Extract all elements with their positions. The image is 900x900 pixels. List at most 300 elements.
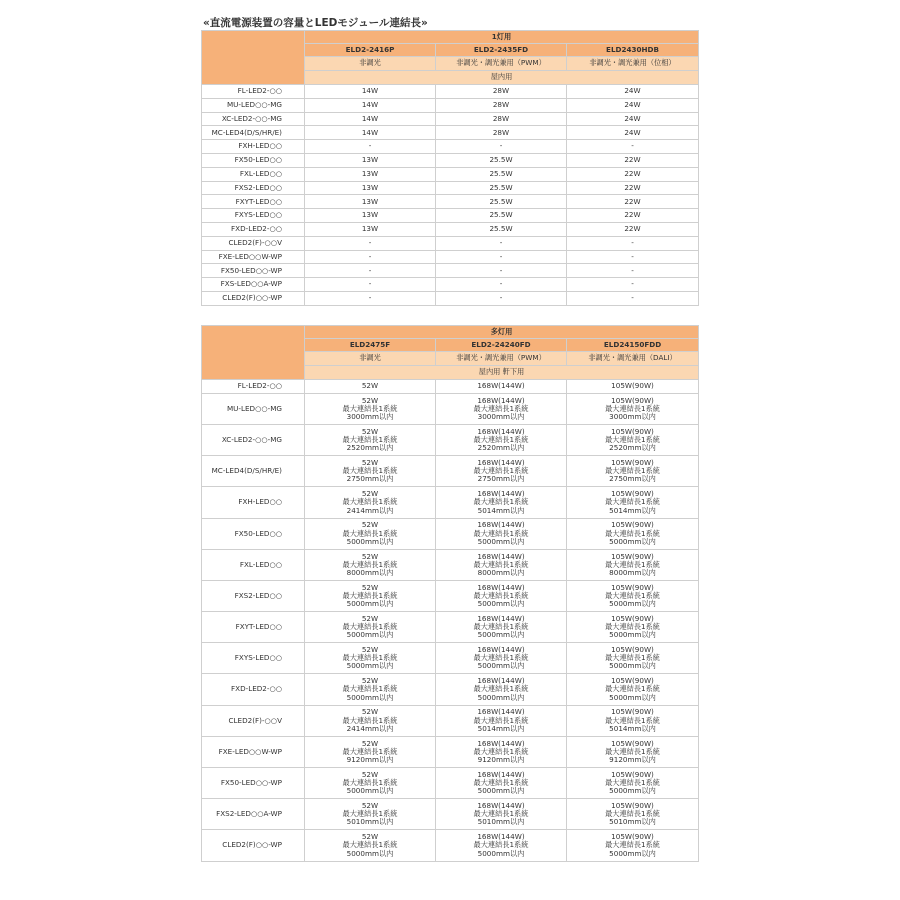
- cell-line: 2520mm以内: [609, 443, 656, 453]
- capacity-cell: [305, 643, 436, 674]
- product-name-cell: XC-LED2-○○-MG: [202, 424, 305, 455]
- cell-line: 最大連結長1系統: [605, 715, 660, 725]
- product-name-cell: FXD-LED2-○○: [202, 674, 305, 705]
- capacity-cell: [436, 380, 567, 394]
- model-header: ELD2-24240FD: [436, 339, 567, 352]
- capacity-cell: [567, 380, 699, 394]
- cell-line: 105W(90W): [611, 582, 654, 592]
- capacity-cell: [567, 799, 699, 830]
- cell-line: 105W(90W): [611, 769, 654, 779]
- wattage-cell: 14W: [305, 112, 436, 126]
- table-row: [202, 153, 699, 167]
- cell-line: 5000mm以内: [609, 630, 656, 640]
- cell-line: 168W(144W): [477, 613, 525, 623]
- product-name-cell: FXS2-LED○○A-WP: [202, 799, 305, 830]
- multi-lamp-table: [201, 325, 699, 862]
- table-row: [202, 112, 699, 126]
- table-row: [202, 643, 699, 674]
- cell-line: 52W: [361, 395, 379, 405]
- cell-line: 52W: [361, 520, 379, 530]
- product-name-cell: MC-LED4(D/S/HR/E): [202, 126, 305, 140]
- dimming-type-header: 非調光: [305, 352, 436, 366]
- product-name-cell: FXYS-LED○○: [202, 643, 305, 674]
- wattage-cell: -: [436, 291, 567, 305]
- capacity-cell: [305, 612, 436, 643]
- cell-line: 9120mm以内: [346, 755, 394, 765]
- wattage-cell: 14W: [305, 126, 436, 140]
- cell-line: 最大連結長1系統: [605, 840, 660, 850]
- table-row: [202, 705, 699, 736]
- cell-line: 105W(90W): [611, 738, 654, 748]
- table-row: [202, 250, 699, 264]
- cell-line: 最大連結長1系統: [342, 684, 398, 694]
- multi-lamp-table-body: [202, 380, 699, 862]
- product-name-cell: FXH-LED○○: [202, 487, 305, 518]
- cell-line: 52W: [361, 457, 379, 467]
- capacity-cell: [567, 393, 699, 424]
- cell-line: 52W: [361, 707, 379, 717]
- capacity-cell: [436, 799, 567, 830]
- cell-line: 5000mm以内: [609, 661, 656, 671]
- capacity-cell: [436, 830, 567, 861]
- table-row: [202, 264, 699, 278]
- cell-line: 最大連結長1系統: [342, 403, 398, 413]
- cell-line: 168W(144W): [477, 520, 525, 530]
- capacity-cell: [436, 518, 567, 549]
- cell-line: 2520mm以内: [477, 443, 525, 453]
- table-row: [202, 222, 699, 236]
- cell-line: 最大連結長1系統: [342, 715, 398, 725]
- cell-line: 2750mm以内: [346, 474, 394, 484]
- wattage-cell: -: [567, 236, 699, 250]
- table-row: [202, 424, 699, 455]
- product-name-cell: CLED2(F)-○○V: [202, 236, 305, 250]
- cell-line: 3000mm以内: [609, 411, 656, 421]
- cell-line: 168W(144W): [477, 551, 525, 561]
- wattage-cell: 24W: [567, 85, 699, 99]
- capacity-cell: [305, 424, 436, 455]
- cell-line: 105W(90W): [611, 832, 654, 842]
- table-row: [202, 580, 699, 611]
- cell-line: 最大連結長1系統: [605, 746, 660, 756]
- page-title: «直流電源装置の容量とLEDモジュール連結長»: [203, 17, 428, 29]
- cell-line: 最大連結長1系統: [605, 684, 660, 694]
- table-row: [202, 167, 699, 181]
- capacity-cell: [305, 580, 436, 611]
- cell-line: 最大連結長1系統: [473, 622, 529, 632]
- wattage-cell: 22W: [567, 153, 699, 167]
- header-blank-cell: [202, 31, 305, 85]
- model-header: ELD2-2416P: [305, 44, 436, 57]
- table-row: [202, 830, 699, 861]
- cell-line: 168W(144W): [477, 426, 525, 436]
- wattage-cell: 13W: [305, 195, 436, 209]
- product-name-cell: MU-LED○○-MG: [202, 393, 305, 424]
- cell-line: 最大連結長1系統: [342, 466, 398, 476]
- table-row: [202, 181, 699, 195]
- wattage-cell: 24W: [567, 98, 699, 112]
- cell-line: 52W: [361, 738, 379, 748]
- table-row: [202, 487, 699, 518]
- product-name-cell: MU-LED○○-MG: [202, 98, 305, 112]
- wattage-cell: -: [305, 264, 436, 278]
- table-row: [202, 195, 699, 209]
- cell-line: 最大連結長1系統: [342, 778, 398, 788]
- wattage-cell: 25.5W: [436, 181, 567, 195]
- wattage-cell: -: [436, 140, 567, 154]
- product-name-cell: FL-LED2-○○: [202, 85, 305, 99]
- cell-line: 最大連結長1系統: [605, 466, 660, 476]
- cell-line: 最大連結長1系統: [473, 746, 529, 756]
- group-header: 1灯用: [305, 31, 699, 44]
- capacity-cell: [436, 612, 567, 643]
- table-row: [202, 126, 699, 140]
- cell-line: 最大連結長1系統: [342, 590, 398, 600]
- cell-line: 2750mm以内: [477, 474, 525, 484]
- product-name-cell: FX50-LED○○: [202, 153, 305, 167]
- cell-line: 5014mm以内: [609, 723, 656, 733]
- cell-line: 最大連結長1系統: [605, 497, 660, 507]
- cell-line: 5014mm以内: [477, 505, 525, 515]
- wattage-cell: -: [305, 250, 436, 264]
- cell-line: 105W(90W): [611, 676, 654, 686]
- cell-line: 最大連結長1系統: [473, 466, 529, 476]
- cell-line: 52W: [361, 613, 379, 623]
- wattage-cell: -: [436, 264, 567, 278]
- cell-line: 最大連結長1系統: [473, 840, 529, 850]
- cell-line: 168W(144W): [477, 457, 525, 467]
- cell-line: 2414mm以内: [346, 505, 394, 515]
- cell-line: 9120mm以内: [477, 755, 525, 765]
- cell-line: 105W(90W): [611, 489, 654, 499]
- table-row: [202, 768, 699, 799]
- capacity-cell: [436, 393, 567, 424]
- product-name-cell: CLED2(F)-○○V: [202, 705, 305, 736]
- table-row: [202, 518, 699, 549]
- capacity-cell: [567, 487, 699, 518]
- cell-line: 105W(90W): [611, 381, 654, 391]
- wattage-cell: 13W: [305, 209, 436, 223]
- wattage-cell: 28W: [436, 126, 567, 140]
- cell-line: 105W(90W): [611, 426, 654, 436]
- cell-line: 5000mm以内: [609, 536, 656, 546]
- product-name-cell: CLED2(F)○○-WP: [202, 291, 305, 305]
- cell-line: 168W(144W): [477, 645, 525, 655]
- cell-line: 8000mm以内: [609, 567, 656, 577]
- table-row: [202, 85, 699, 99]
- table-row: [202, 799, 699, 830]
- capacity-cell: [567, 424, 699, 455]
- product-name-cell: MC-LED4(D/S/HR/E): [202, 456, 305, 487]
- cell-line: 52W: [361, 769, 379, 779]
- cell-line: 5000mm以内: [477, 692, 525, 702]
- cell-line: 5000mm以内: [346, 599, 394, 609]
- cell-line: 最大連結長1系統: [342, 653, 398, 663]
- wattage-cell: 25.5W: [436, 222, 567, 236]
- cell-line: 最大連結長1系統: [342, 559, 398, 569]
- wattage-cell: 28W: [436, 85, 567, 99]
- wattage-cell: -: [305, 236, 436, 250]
- cell-line: 5000mm以内: [346, 630, 394, 640]
- wattage-cell: -: [436, 236, 567, 250]
- product-name-cell: FXE-LED○○W-WP: [202, 250, 305, 264]
- cell-line: 168W(144W): [477, 381, 525, 391]
- cell-line: 5000mm以内: [346, 786, 394, 796]
- table-row: [202, 393, 699, 424]
- cell-line: 5000mm以内: [609, 599, 656, 609]
- cell-line: 105W(90W): [611, 457, 654, 467]
- dimming-type-header: 非調光・調光兼用（DALI）: [567, 352, 699, 366]
- capacity-cell: [436, 674, 567, 705]
- wattage-cell: -: [567, 278, 699, 292]
- capacity-cell: [567, 736, 699, 767]
- cell-line: 52W: [361, 551, 379, 561]
- cell-line: 最大連結長1系統: [605, 528, 660, 538]
- cell-line: 8000mm以内: [477, 567, 525, 577]
- capacity-cell: [305, 768, 436, 799]
- cell-line: 最大連結長1系統: [473, 497, 529, 507]
- cell-line: 最大連結長1系統: [473, 653, 529, 663]
- capacity-cell: [305, 674, 436, 705]
- wattage-cell: 13W: [305, 167, 436, 181]
- table-row: [202, 140, 699, 154]
- cell-line: 2750mm以内: [609, 474, 656, 484]
- cell-line: 52W: [361, 582, 379, 592]
- capacity-cell: [436, 456, 567, 487]
- product-name-cell: FX50-LED○○: [202, 518, 305, 549]
- capacity-cell: [567, 549, 699, 580]
- capacity-cell: [305, 518, 436, 549]
- cell-line: 5000mm以内: [609, 786, 656, 796]
- cell-line: 最大連結長1系統: [342, 809, 398, 819]
- cell-line: 3000mm以内: [346, 411, 394, 421]
- capacity-cell: [305, 380, 436, 394]
- wattage-cell: 14W: [305, 98, 436, 112]
- cell-line: 105W(90W): [611, 707, 654, 717]
- wattage-cell: -: [436, 278, 567, 292]
- cell-line: 5000mm以内: [477, 630, 525, 640]
- cell-line: 5010mm以内: [346, 817, 394, 827]
- wattage-cell: 22W: [567, 167, 699, 181]
- wattage-cell: 13W: [305, 222, 436, 236]
- capacity-cell: [567, 612, 699, 643]
- cell-line: 最大連結長1系統: [473, 403, 529, 413]
- cell-line: 5000mm以内: [477, 661, 525, 671]
- cell-line: 168W(144W): [477, 395, 525, 405]
- cell-line: 最大連結長1系統: [473, 434, 529, 444]
- dimming-type-header: 非調光: [305, 57, 436, 71]
- product-name-cell: FL-LED2-○○: [202, 380, 305, 394]
- cell-line: 168W(144W): [477, 832, 525, 842]
- capacity-cell: [436, 768, 567, 799]
- cell-line: 最大連結長1系統: [605, 622, 660, 632]
- cell-line: 最大連結長1系統: [342, 497, 398, 507]
- header-blank-cell: [202, 326, 305, 380]
- model-header: ELD2430HDB: [567, 44, 699, 57]
- cell-line: 最大連結長1系統: [342, 528, 398, 538]
- cell-line: 5000mm以内: [346, 692, 394, 702]
- cell-line: 最大連結長1系統: [605, 559, 660, 569]
- dimming-type-header: 非調光・調光兼用（PWM）: [436, 57, 567, 71]
- table-row: [202, 736, 699, 767]
- capacity-cell: [305, 393, 436, 424]
- cell-line: 105W(90W): [611, 395, 654, 405]
- cell-line: 105W(90W): [611, 645, 654, 655]
- product-name-cell: FXYT-LED○○: [202, 195, 305, 209]
- cell-line: 168W(144W): [477, 707, 525, 717]
- table-row: [202, 209, 699, 223]
- cell-line: 最大連結長1系統: [473, 778, 529, 788]
- table-row: [202, 549, 699, 580]
- cell-line: 最大連結長1系統: [605, 778, 660, 788]
- capacity-cell: [567, 705, 699, 736]
- cell-line: 最大連結長1系統: [473, 528, 529, 538]
- product-name-cell: FXE-LED○○W-WP: [202, 736, 305, 767]
- cell-line: 最大連結長1系統: [473, 809, 529, 819]
- cell-line: 最大連結長1系統: [473, 590, 529, 600]
- cell-line: 105W(90W): [611, 551, 654, 561]
- wattage-cell: 28W: [436, 112, 567, 126]
- capacity-cell: [436, 736, 567, 767]
- wattage-cell: -: [567, 250, 699, 264]
- usage-header: 屋内用: [305, 71, 699, 85]
- cell-line: 105W(90W): [611, 801, 654, 811]
- capacity-cell: [567, 674, 699, 705]
- product-name-cell: FXL-LED○○: [202, 167, 305, 181]
- cell-line: 最大連結長1系統: [473, 559, 529, 569]
- cell-line: 最大連結長1系統: [605, 590, 660, 600]
- wattage-cell: -: [305, 140, 436, 154]
- product-name-cell: FX50-LED○○-WP: [202, 768, 305, 799]
- wattage-cell: 22W: [567, 195, 699, 209]
- product-name-cell: XC-LED2-○○-MG: [202, 112, 305, 126]
- product-name-cell: FXS2-LED○○: [202, 181, 305, 195]
- capacity-cell: [567, 643, 699, 674]
- table-row: [202, 236, 699, 250]
- table-row: [202, 612, 699, 643]
- cell-line: 最大連結長1系統: [605, 403, 660, 413]
- table-row: [202, 674, 699, 705]
- usage-header: 屋内用 軒下用: [305, 366, 699, 380]
- cell-line: 105W(90W): [611, 613, 654, 623]
- wattage-cell: 24W: [567, 112, 699, 126]
- cell-line: 5014mm以内: [609, 505, 656, 515]
- cell-line: 5000mm以内: [477, 599, 525, 609]
- wattage-cell: 25.5W: [436, 167, 567, 181]
- wattage-cell: -: [567, 140, 699, 154]
- cell-line: 最大連結長1系統: [342, 622, 398, 632]
- cell-line: 5010mm以内: [609, 817, 656, 827]
- capacity-cell: [305, 799, 436, 830]
- cell-line: 最大連結長1系統: [605, 653, 660, 663]
- cell-line: 52W: [361, 645, 379, 655]
- cell-line: 8000mm以内: [346, 567, 394, 577]
- cell-line: 105W(90W): [611, 520, 654, 530]
- cell-line: 3000mm以内: [477, 411, 525, 421]
- wattage-cell: 13W: [305, 181, 436, 195]
- cell-line: 52W: [361, 489, 379, 499]
- capacity-cell: [567, 580, 699, 611]
- cell-line: 2414mm以内: [346, 723, 394, 733]
- cell-line: 52W: [361, 381, 379, 391]
- cell-line: 最大連結長1系統: [342, 434, 398, 444]
- capacity-cell: [305, 487, 436, 518]
- product-name-cell: FXYT-LED○○: [202, 612, 305, 643]
- group-header: 多灯用: [305, 326, 699, 339]
- table-row: [202, 380, 699, 394]
- cell-line: 168W(144W): [477, 801, 525, 811]
- product-name-cell: FXD-LED2-○○: [202, 222, 305, 236]
- cell-line: 最大連結長1系統: [342, 746, 398, 756]
- cell-line: 最大連結長1系統: [605, 809, 660, 819]
- table-row: [202, 291, 699, 305]
- wattage-cell: 25.5W: [436, 209, 567, 223]
- product-name-cell: FX50-LED○○-WP: [202, 264, 305, 278]
- cell-line: 5000mm以内: [346, 661, 394, 671]
- cell-line: 168W(144W): [477, 489, 525, 499]
- capacity-cell: [436, 549, 567, 580]
- wattage-cell: 25.5W: [436, 195, 567, 209]
- wattage-cell: 13W: [305, 153, 436, 167]
- dimming-type-header: 非調光・調光兼用（位相）: [567, 57, 699, 71]
- cell-line: 52W: [361, 801, 379, 811]
- wattage-cell: 22W: [567, 181, 699, 195]
- product-name-cell: FXS-LED○○A-WP: [202, 278, 305, 292]
- wattage-cell: 22W: [567, 222, 699, 236]
- wattage-cell: -: [305, 278, 436, 292]
- wattage-cell: -: [305, 291, 436, 305]
- capacity-cell: [305, 705, 436, 736]
- cell-line: 9120mm以内: [609, 755, 656, 765]
- wattage-cell: 24W: [567, 126, 699, 140]
- dimming-type-header: 非調光・調光兼用（PWM）: [436, 352, 567, 366]
- product-name-cell: FXL-LED○○: [202, 549, 305, 580]
- wattage-cell: -: [436, 250, 567, 264]
- model-header: ELD2475F: [305, 339, 436, 352]
- cell-line: 5000mm以内: [609, 692, 656, 702]
- cell-line: 52W: [361, 426, 379, 436]
- capacity-cell: [436, 487, 567, 518]
- single-lamp-table-body: [202, 85, 699, 306]
- table-row: [202, 98, 699, 112]
- cell-line: 5014mm以内: [477, 723, 525, 733]
- cell-line: 5000mm以内: [477, 536, 525, 546]
- product-name-cell: CLED2(F)○○-WP: [202, 830, 305, 861]
- product-name-cell: FXS2-LED○○: [202, 580, 305, 611]
- wattage-cell: -: [567, 291, 699, 305]
- capacity-cell: [305, 456, 436, 487]
- cell-line: 5010mm以内: [477, 817, 525, 827]
- capacity-cell: [305, 549, 436, 580]
- cell-line: 5000mm以内: [609, 848, 656, 858]
- wattage-cell: 22W: [567, 209, 699, 223]
- cell-line: 52W: [361, 676, 379, 686]
- cell-line: 5000mm以内: [477, 848, 525, 858]
- capacity-cell: [436, 424, 567, 455]
- capacity-cell: [305, 830, 436, 861]
- capacity-cell: [567, 456, 699, 487]
- cell-line: 最大連結長1系統: [473, 684, 529, 694]
- cell-line: 5000mm以内: [346, 536, 394, 546]
- product-name-cell: FXYS-LED○○: [202, 209, 305, 223]
- cell-line: 最大連結長1系統: [342, 840, 398, 850]
- cell-line: 5000mm以内: [477, 786, 525, 796]
- model-header: ELD24150FDD: [567, 339, 699, 352]
- cell-line: 168W(144W): [477, 676, 525, 686]
- wattage-cell: 28W: [436, 98, 567, 112]
- cell-line: 168W(144W): [477, 582, 525, 592]
- capacity-cell: [567, 830, 699, 861]
